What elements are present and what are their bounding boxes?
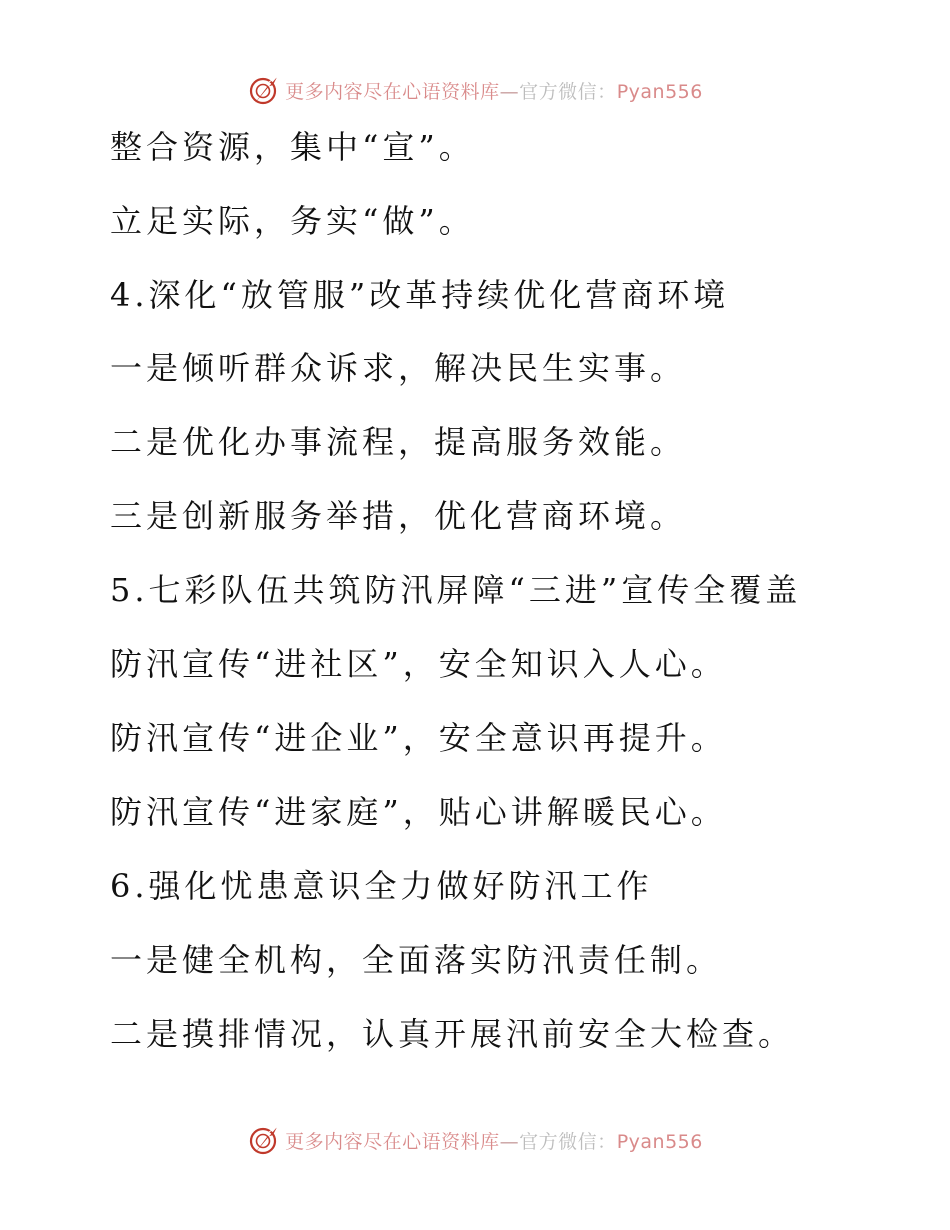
watermark-dash: — [499,1130,520,1153]
quill-logo-icon [247,73,281,107]
watermark-wechat-id: Pyan556 [616,1130,703,1153]
body-line: 整合资源，集中“宣”。 [110,128,475,166]
watermark-dash: — [499,80,520,103]
section-heading: 6.强化忧患意识全力做好防汛工作 [110,867,653,905]
footer-watermark [0,1120,950,1160]
watermark-wechat-label: 官方微信： [519,1130,617,1153]
body-line: 一是倾听群众诉求，解决民生实事。 [110,349,687,387]
body-line: 二是优化办事流程，提高服务效能。 [110,423,687,461]
body-line: 防汛宣传“进家庭”，贴心讲解暖民心。 [110,793,727,831]
watermark-main: 更多内容尽在心语资料库 [285,1130,500,1153]
header-watermark [0,70,950,110]
watermark-main: 更多内容尽在心语资料库 [285,80,500,103]
body-line: 防汛宣传“进社区”，安全知识入人心。 [110,645,727,683]
watermark-text [285,1127,703,1154]
watermark-wechat-label: 官方微信： [519,80,617,103]
section-heading: 5.七彩队伍共筑防汛屏障“三进”宣传全覆盖 [110,571,802,609]
body-line: 立足实际，务实“做”。 [110,202,475,240]
watermark-text [285,77,703,104]
section-heading: 4.深化“放管服”改革持续优化营商环境 [110,276,730,314]
quill-logo-icon [247,1123,281,1157]
body-line: 防汛宣传“进企业”，安全意识再提升。 [110,719,727,757]
body-line: 二是摸排情况，认真开展汛前安全大检查。 [110,1015,795,1053]
watermark-wechat-id: Pyan556 [616,80,703,103]
body-line: 一是健全机构，全面落实防汛责任制。 [110,941,723,979]
body-line: 三是创新服务举措，优化营商环境。 [110,497,687,535]
